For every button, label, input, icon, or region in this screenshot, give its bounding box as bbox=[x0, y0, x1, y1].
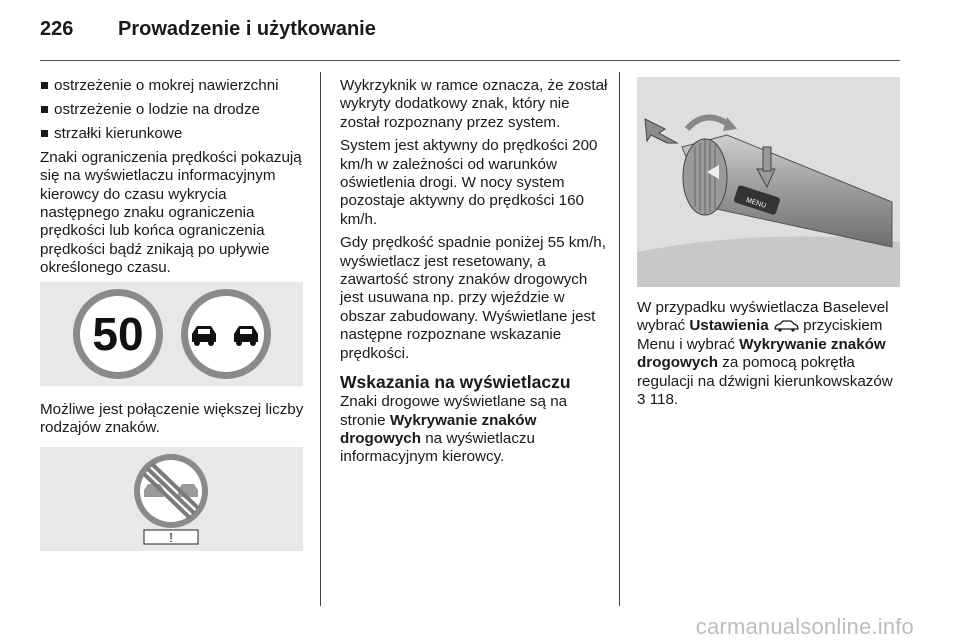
signs-illustration bbox=[40, 282, 303, 386]
watermark: carmanualsonline.info bbox=[695, 614, 914, 639]
car-icon bbox=[773, 317, 799, 334]
column-divider-1 bbox=[320, 72, 321, 606]
end-sign-figure bbox=[40, 447, 303, 551]
reset-paragraph: Gdy prędkość spadnie poniżej 55 km/h, wyświetlacz jest resetowany, a zawartość strony znaków drogowych jest usuwana np. przy wjeździe w obszar zabudowany. Wyświetlane jest następne rozpoznane wskazanie prędkości. bbox=[340, 234, 606, 362]
bullet-icon bbox=[41, 130, 48, 137]
section-heading: Wskazania na wyświetlaczu bbox=[340, 372, 571, 393]
list-item: ostrzeżenie o mokrej nawierzchni bbox=[40, 77, 310, 95]
end-no-overtaking-sign-icon bbox=[134, 454, 208, 528]
page-number: 226 bbox=[40, 18, 74, 40]
column-2 bbox=[340, 77, 608, 472]
reference-arrow-icon: 3 bbox=[637, 391, 646, 409]
column-divider-2 bbox=[619, 72, 620, 606]
bullet-icon bbox=[41, 106, 48, 113]
display-paragraph: Znaki drogowe wyświetlane są na stronie Wykrywanie znaków drogowych na wyświetlaczu informacyjnym kierowcy. bbox=[340, 393, 568, 466]
turn-signal-stalk-illustration bbox=[637, 77, 900, 287]
list-item: strzałki kierunkowe bbox=[40, 125, 310, 143]
no-overtaking-sign-icon bbox=[181, 289, 271, 379]
exclamation-paragraph: Wykrzyknik w ramce oznacza, że został wykryty dodatkowy znak, który nie został rozpoznany przez system. bbox=[340, 77, 608, 131]
push-arrow-icon bbox=[645, 119, 677, 143]
header-divider bbox=[40, 60, 900, 61]
page-title: Prowadzenie i użytkowanie bbox=[118, 18, 376, 40]
menu-button-label: MENU bbox=[745, 196, 767, 210]
warning-list bbox=[40, 77, 310, 143]
speed-limit-paragraph: Znaki ograniczenia prędkości pokazują się na wyświetlaczu informacyjnym kierowcy do czasu wykrycia następnego znaku ograniczenia prędkości lub końca ograniczenia prędkości bądź znikają po upływie określonego czasu. bbox=[40, 148, 302, 277]
baselevel-paragraph: W przypadku wyświetlacza Baselevel wybrać Ustawienia przyciskiem Menu i wybrać Wykrywanie znaków drogowych za pomocą pokrętła regulacji na dźwigni kierunkowskazów 3 118. bbox=[637, 299, 893, 409]
combination-note: Możliwe jest połączenie większej liczby rodzajów znaków. bbox=[40, 401, 304, 437]
end-overtaking-illustration bbox=[40, 447, 303, 551]
active-speed-paragraph: System jest aktywny do prędkości 200 km/h w zależności od warunków oświetlenia drogi. W nocy system pozostaje aktywny do prędkości 160 km/h. bbox=[340, 137, 598, 228]
speed-sign-value: 50 bbox=[92, 308, 144, 360]
list-item: ostrzeżenie o lodzie na drodze bbox=[40, 101, 310, 119]
supplementary-sign-mark: ! bbox=[169, 530, 173, 545]
column-3 bbox=[637, 299, 905, 414]
stalk-figure bbox=[637, 77, 900, 287]
column-1 bbox=[40, 77, 310, 283]
signs-figure bbox=[40, 282, 303, 386]
bullet-icon bbox=[41, 82, 48, 89]
